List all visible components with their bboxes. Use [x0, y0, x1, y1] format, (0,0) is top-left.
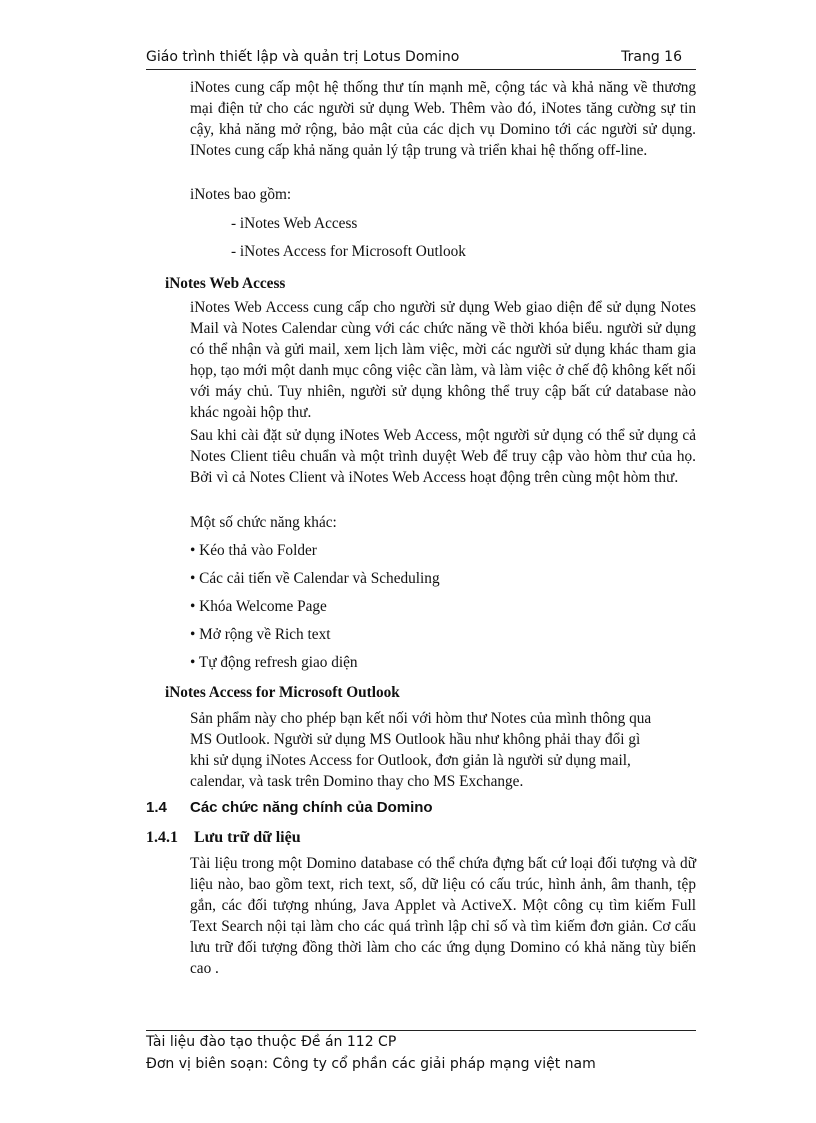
- page-number: Trang 16: [621, 49, 682, 65]
- bullet-item: • Khóa Welcome Page: [190, 598, 327, 615]
- outlook-heading: iNotes Access for Microsoft Outlook: [165, 684, 400, 701]
- web-access-paragraph-2: Sau khi cài đặt sử dụng iNotes Web Access, một người sử dụng có thể sử dụng cả Notes Client tiêu chuẩn và một trình duyệt Web để truy cập vào hòm thư của họ. Bởi vì cả Notes Client và iNotes Web Access hoạt động trên cùng một hòm thư.: [190, 427, 696, 486]
- outlook-line: calendar, và task trên Domino thay cho MS Exchange.: [190, 773, 524, 790]
- bullet-item: • Kéo thả vào Folder: [190, 542, 317, 559]
- footer-line-2: Đơn vị biên soạn: Công ty cổ phần các giải pháp mạng việt nam: [146, 1056, 596, 1072]
- bullet-item: • Các cải tiến về Calendar và Scheduling: [190, 570, 440, 587]
- section-title: Các chức năng chính của Domino: [190, 799, 433, 816]
- subsection-number: 1.4.1: [146, 829, 178, 846]
- web-access-paragraph-1: iNotes Web Access cung cấp cho người sử dụng Web giao diện để sử dụng Notes Mail và Notes Calendar cùng với các chức năng về thời khóa biểu. người sử dụng có thể nhận và gửi mail, xem lịch làm việc, mời các người sử dụng khác tham gia họp, tạo mới một danh mục công việc cần làm, và làm việc ở chế độ không kết nối với máy chủ. Tuy nhiên, người sử dụng không thể truy cập bất cứ database nào khác ngoài hộp thư.: [190, 299, 696, 421]
- bullet-item: • Mở rộng về Rich text: [190, 626, 331, 643]
- bullet-item: • Tự động refresh giao diện: [190, 654, 358, 671]
- page-header: [146, 49, 696, 70]
- subsection-title: Lưu trữ dữ liệu: [194, 829, 301, 846]
- list-item: - iNotes Web Access: [231, 215, 358, 232]
- outlook-line: khi sử dụng iNotes Access for Outlook, đơn giản là người sử dụng mail,: [190, 752, 631, 769]
- footer-divider: [146, 1030, 696, 1031]
- outlook-line: Sản phẩm này cho phép bạn kết nối với hòm thư Notes của mình thông qua: [190, 710, 652, 727]
- storage-paragraph: Tài liệu trong một Domino database có thể chứa đựng bất cứ loại đối tượng và dữ liệu nào, bao gồm text, rich text, số, dữ liệu có cấu trúc, hình ảnh, âm thanh, tệp gắn, các đối tượng nhúng, Java Applet và ActiveX. Một công cụ tìm kiếm Full Text Search nội tại làm cho các quá trình lập chỉ số và tìm kiếm đơn giản. Cơ cấu lưu trữ đối tượng đồng thời làm cho các ứng dụng Domino có khả năng tùy biến cao .: [190, 855, 696, 977]
- other-functions-label: Một số chức năng khác:: [190, 514, 337, 531]
- outlook-line: MS Outlook. Người sử dụng MS Outlook hầu như không phải thay đổi gì: [190, 731, 641, 748]
- web-access-heading: iNotes Web Access: [165, 275, 286, 292]
- intro-includes-label: iNotes bao gồm:: [190, 186, 292, 203]
- footer-line-1: Tài liệu đào tạo thuộc Đề án 112 CP: [146, 1034, 397, 1050]
- document-title: Giáo trình thiết lập và quản trị Lotus Domino: [146, 49, 460, 65]
- intro-paragraph: iNotes cung cấp một hệ thống thư tín mạnh mẽ, cộng tác và khả năng về thương mại điện tử cho các người sử dụng Web. Thêm vào đó, iNotes tăng cường sự tin cậy, khả năng mở rộng, bảo mật của các dịch vụ Domino tới các người sử dụng. INotes cung cấp khả năng quản lý tập trung và triển khai hệ thống off-line.: [190, 79, 696, 159]
- section-number: 1.4: [146, 799, 167, 816]
- list-item: - iNotes Access for Microsoft Outlook: [231, 243, 466, 260]
